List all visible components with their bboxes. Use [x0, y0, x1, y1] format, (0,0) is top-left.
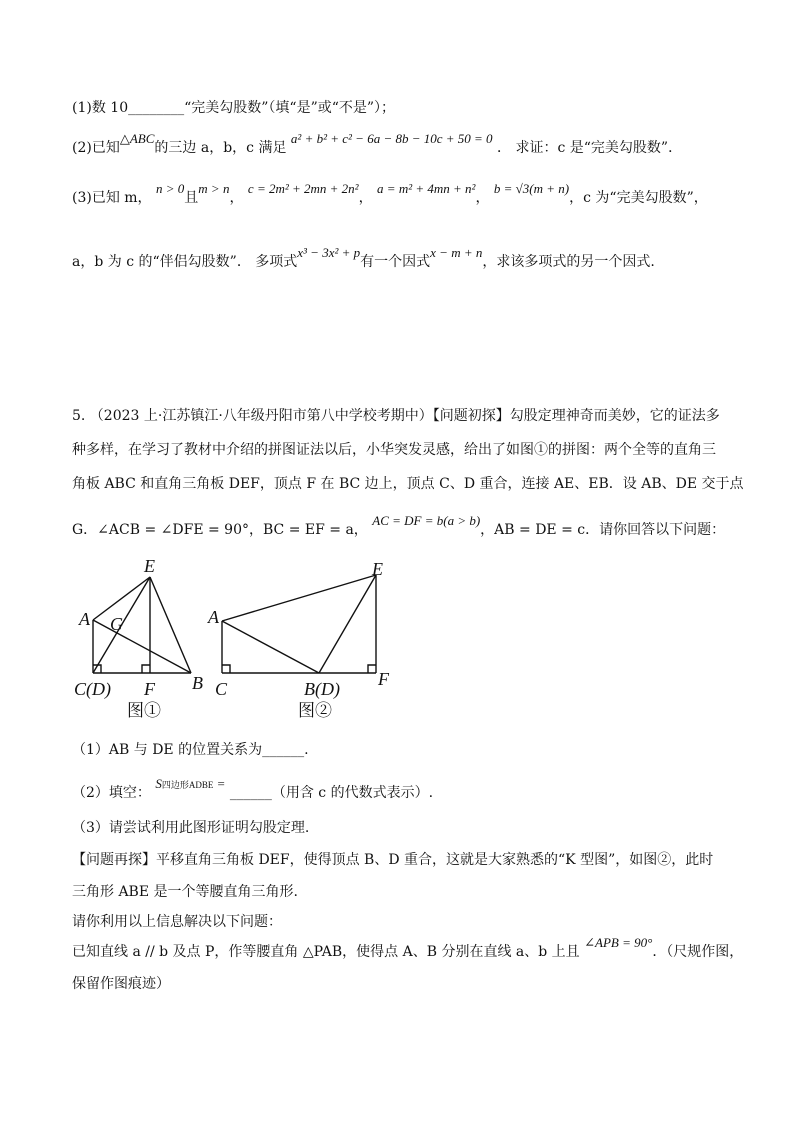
fig2-label-b: B(D)	[304, 679, 340, 699]
fig2-label-f: F	[378, 669, 389, 689]
q4-part3-c-formula: c = 2m² + 2mn + 2n²	[247, 181, 359, 196]
q4-part3-a: (3)已知 m，	[72, 190, 152, 206]
again-line4-angle: ∠APB = 90°	[584, 935, 653, 950]
q4-part2	[72, 131, 683, 158]
fig2-label-a: A	[208, 607, 219, 627]
q5-sub2-s: S	[155, 776, 162, 791]
q5-sub1: （1）AB 与 DE 的位置关系为______.	[72, 742, 309, 758]
q4-part3-polynomial: x³ − 3x² + p	[297, 245, 361, 260]
fig1-caption: 图①	[127, 701, 161, 720]
fig1-label-e: E	[144, 556, 155, 576]
again-line4c: ．（尺规作图，	[652, 944, 744, 960]
q5-sub2-post: ______（用含 c 的代数式表示）.	[229, 785, 434, 801]
q5-line4	[72, 513, 726, 540]
fig2-label-c: C	[215, 679, 228, 699]
fig1-label-g: G	[110, 614, 123, 634]
fig1-label-c: C(D)	[74, 679, 111, 699]
q4-part2-mid: 的三边 a，b，c 满足	[154, 140, 287, 156]
again-line3: 请你利用以上信息解决以下问题：	[72, 914, 282, 930]
fig1-right-angle-f	[142, 665, 150, 673]
q4-part3-a-formula: a = m² + 4mn + n²	[377, 181, 476, 196]
fig1-label-f: F	[144, 679, 155, 699]
fig2-label-e: E	[372, 559, 383, 579]
q4-part3-line2b: 有一个因式	[360, 254, 431, 270]
fig1-segment-eb	[150, 577, 191, 673]
again-line4a: 已知直线 a // b 及点 P，作等腰直角 △PAB，使得点 A、B 分别在直线 a、b 上且	[72, 944, 580, 960]
q5-line4-formula: AC = DF = b(a > b)	[372, 513, 481, 528]
again-line5: 保留作图痕迹）	[72, 976, 170, 992]
q5-sub2-area-symbol	[155, 776, 225, 791]
fig2-right-angle-c	[222, 665, 230, 673]
q5-sub3: （3）请尝试利用此图形证明勾股定理.	[72, 820, 310, 836]
q5-line2: 种多样，在学习了教材中介绍的拼图证法以后，小华突发灵感，给出了如图①的拼图：两个全等的直角三	[72, 442, 716, 458]
q4-part3-b-formula: b = √3(m + n)	[493, 181, 570, 196]
q5-line4c: ，AB = DE = c．请你回答以下问题：	[480, 522, 726, 538]
q4-part3-factor: x − m + n	[430, 245, 483, 260]
q4-part3-line2c: ，求该多项式的另一个因式.	[482, 254, 655, 270]
again-line2: 三角形 ABE 是一个等腰直角三角形.	[72, 884, 298, 900]
q4-part1: (1)数 10________“完美勾股数”（填“是”或“不是”）；	[72, 100, 396, 116]
again-line4	[72, 935, 744, 962]
q4-part3-n-positive: n > 0	[156, 181, 185, 196]
q5-line4a: G．∠ACB = ∠DFE = 90°，BC = EF = a，	[72, 522, 368, 538]
q5-sub2	[72, 776, 434, 804]
fig1-label-a: A	[79, 609, 90, 629]
q4-part3-line1: (3)已知 m， n > 0且m > n， c = 2m² + 2mn + 2n²， a = m² + 4mn + n²， b = √3(m + n)，c 为“完美勾股数”，	[72, 181, 708, 206]
q5-sub2-pre: （2）填空：	[72, 785, 151, 801]
q5-line3: 角板 ABC 和直角三角板 DEF，顶点 F 在 BC 边上，顶点 C、D 重合，连接 AE、EB．设 AB、DE 交于点	[72, 476, 744, 492]
q5-line1: 5. （2023 上·江苏镇江·八年级丹阳市第八中学校考期中）【问题初探】勾股定理神奇而美妙，它的证法多	[72, 408, 720, 424]
fig2-right-angle-f	[368, 665, 376, 673]
q4-part2-triangle: △ABC	[119, 131, 155, 146]
q4-part2-pre: (2)已知	[72, 140, 120, 156]
fig2-caption: 图②	[298, 701, 332, 720]
q4-part3-f: ，c 为“完美勾股数”，	[569, 190, 708, 206]
fig2-segment-ab	[222, 621, 319, 673]
q4-part3-line2	[72, 245, 655, 272]
q4-part2-post: ． 求证：c 是“完美勾股数”．	[497, 140, 683, 156]
q4-part3-m-gt-n: m > n	[198, 181, 230, 196]
q4-part3-line2a: a，b 为 c 的“伴侣勾股数”． 多项式	[72, 254, 298, 270]
fig1-label-b: B	[192, 673, 203, 693]
geometry-figures	[0, 555, 800, 735]
q5-sub2-subscript: 四边形ADBE	[161, 780, 214, 790]
q4-part2-formula: a² + b² + c² − 6a − 8b − 10c + 50 = 0	[290, 131, 493, 146]
again-line1: 【问题再探】平移直角三角板 DEF，使得顶点 B、D 重合，这就是大家熟悉的“K 型图”，如图②，此时	[72, 852, 714, 868]
q4-part3-b: 且	[184, 190, 199, 206]
q5-sub2-equals: =	[213, 776, 226, 791]
